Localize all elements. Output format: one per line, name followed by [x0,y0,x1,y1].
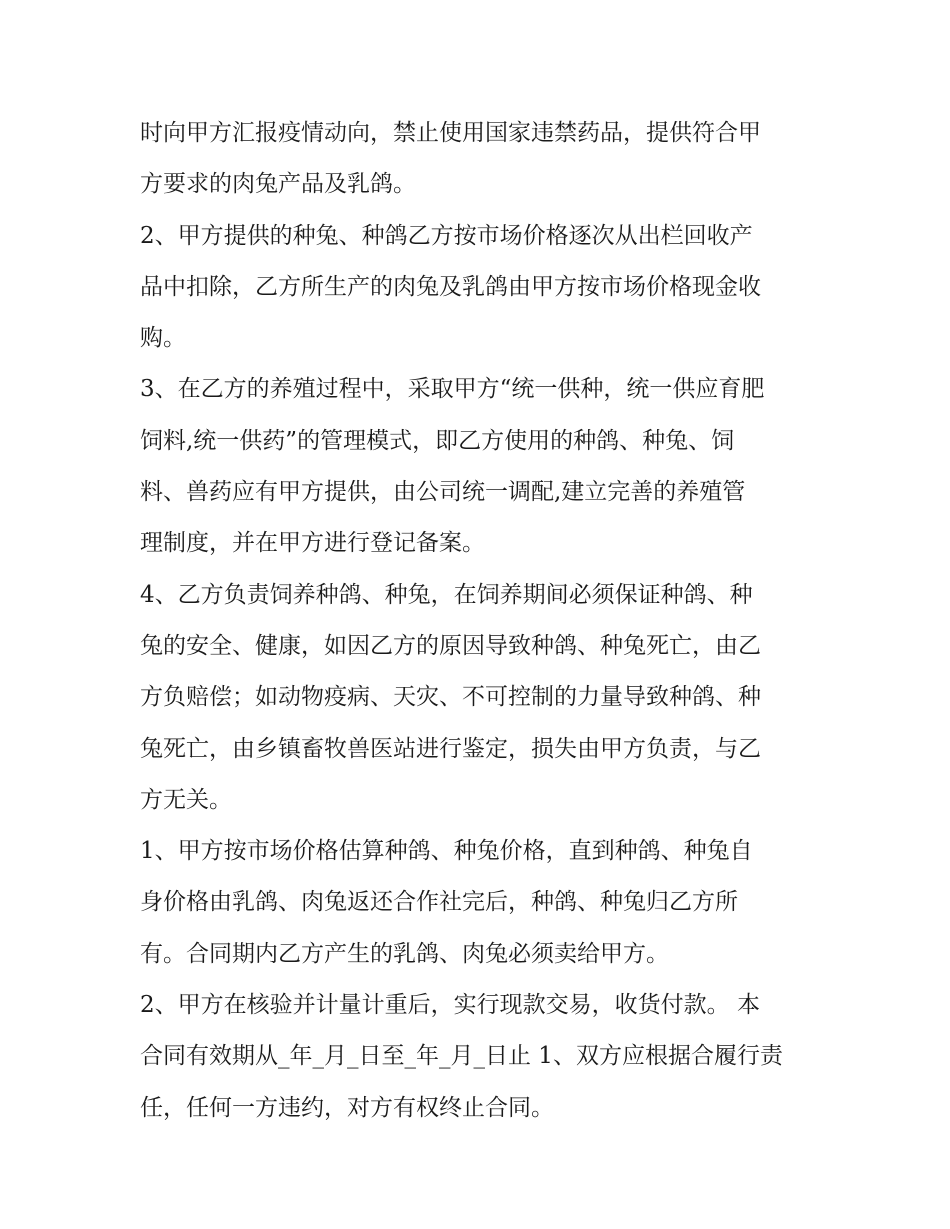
text-line: 理制度，并在甲方进行登记备案。 [140,530,485,557]
text-line: 时向甲方汇报疫情动向，禁止使用国家违禁药品，提供符合甲 [140,120,761,146]
text-line: 兔的安全、健康，如因乙方的原因导致种鸽、种兔死亡，由乙 [140,632,761,659]
text-line: 任，任何一方违约，对方有权终止合同。 [140,1094,554,1121]
text-line: 3、在乙方的养殖过程中，采取甲方“统一供种，统一供应育肥 [140,376,765,403]
text-line: 4、乙方负责饲养种鸽、种兔，在饲养期间必须保证种鸽、种 [140,581,753,608]
text-line: 饲料,统一供药”的管理模式，即乙方使用的种鸽、种兔、饲 [140,427,735,454]
text-line: 料、兽药应有甲方提供，由公司统一调配,建立完善的养殖管 [140,479,746,506]
text-line: 方负赔偿；如动物疫病、天灾、不可控制的力量导致种鸽、种 [140,684,761,711]
text-line: 身价格由乳鸽、肉兔返还合作社完后，种鸽、种兔归乙方所 [140,889,738,916]
text-line: 品中扣除，乙方所生产的肉兔及乳鸽由甲方按市场价格现金收 [140,273,761,300]
text-line: 2、甲方在核验并计量计重后，实行现款交易，收货付款。 本 [140,992,760,1019]
text-line: 1、甲方按市场价格估算种鸽、种兔价格，直到种鸽、种兔自 [140,838,753,865]
text-line: 兔死亡，由乡镇畜牧兽医站进行鉴定，损失由甲方负责，与乙 [140,735,761,762]
text-line: 合同有效期从_年_月_日至_年_月_日止 1、双方应根据合履行责 [140,1043,783,1070]
text-line: 有。合同期内乙方产生的乳鸽、肉兔必须卖给甲方。 [140,940,669,967]
text-line: 购。 [140,325,186,352]
text-line: 方要求的肉兔产品及乳鸽。 [140,171,416,198]
contract-text [140,108,830,1134]
text-line: 2、甲方提供的种兔、种鸽乙方按市场价格逐次从出栏回收产 [140,222,753,249]
text-line: 方无关。 [140,786,232,813]
